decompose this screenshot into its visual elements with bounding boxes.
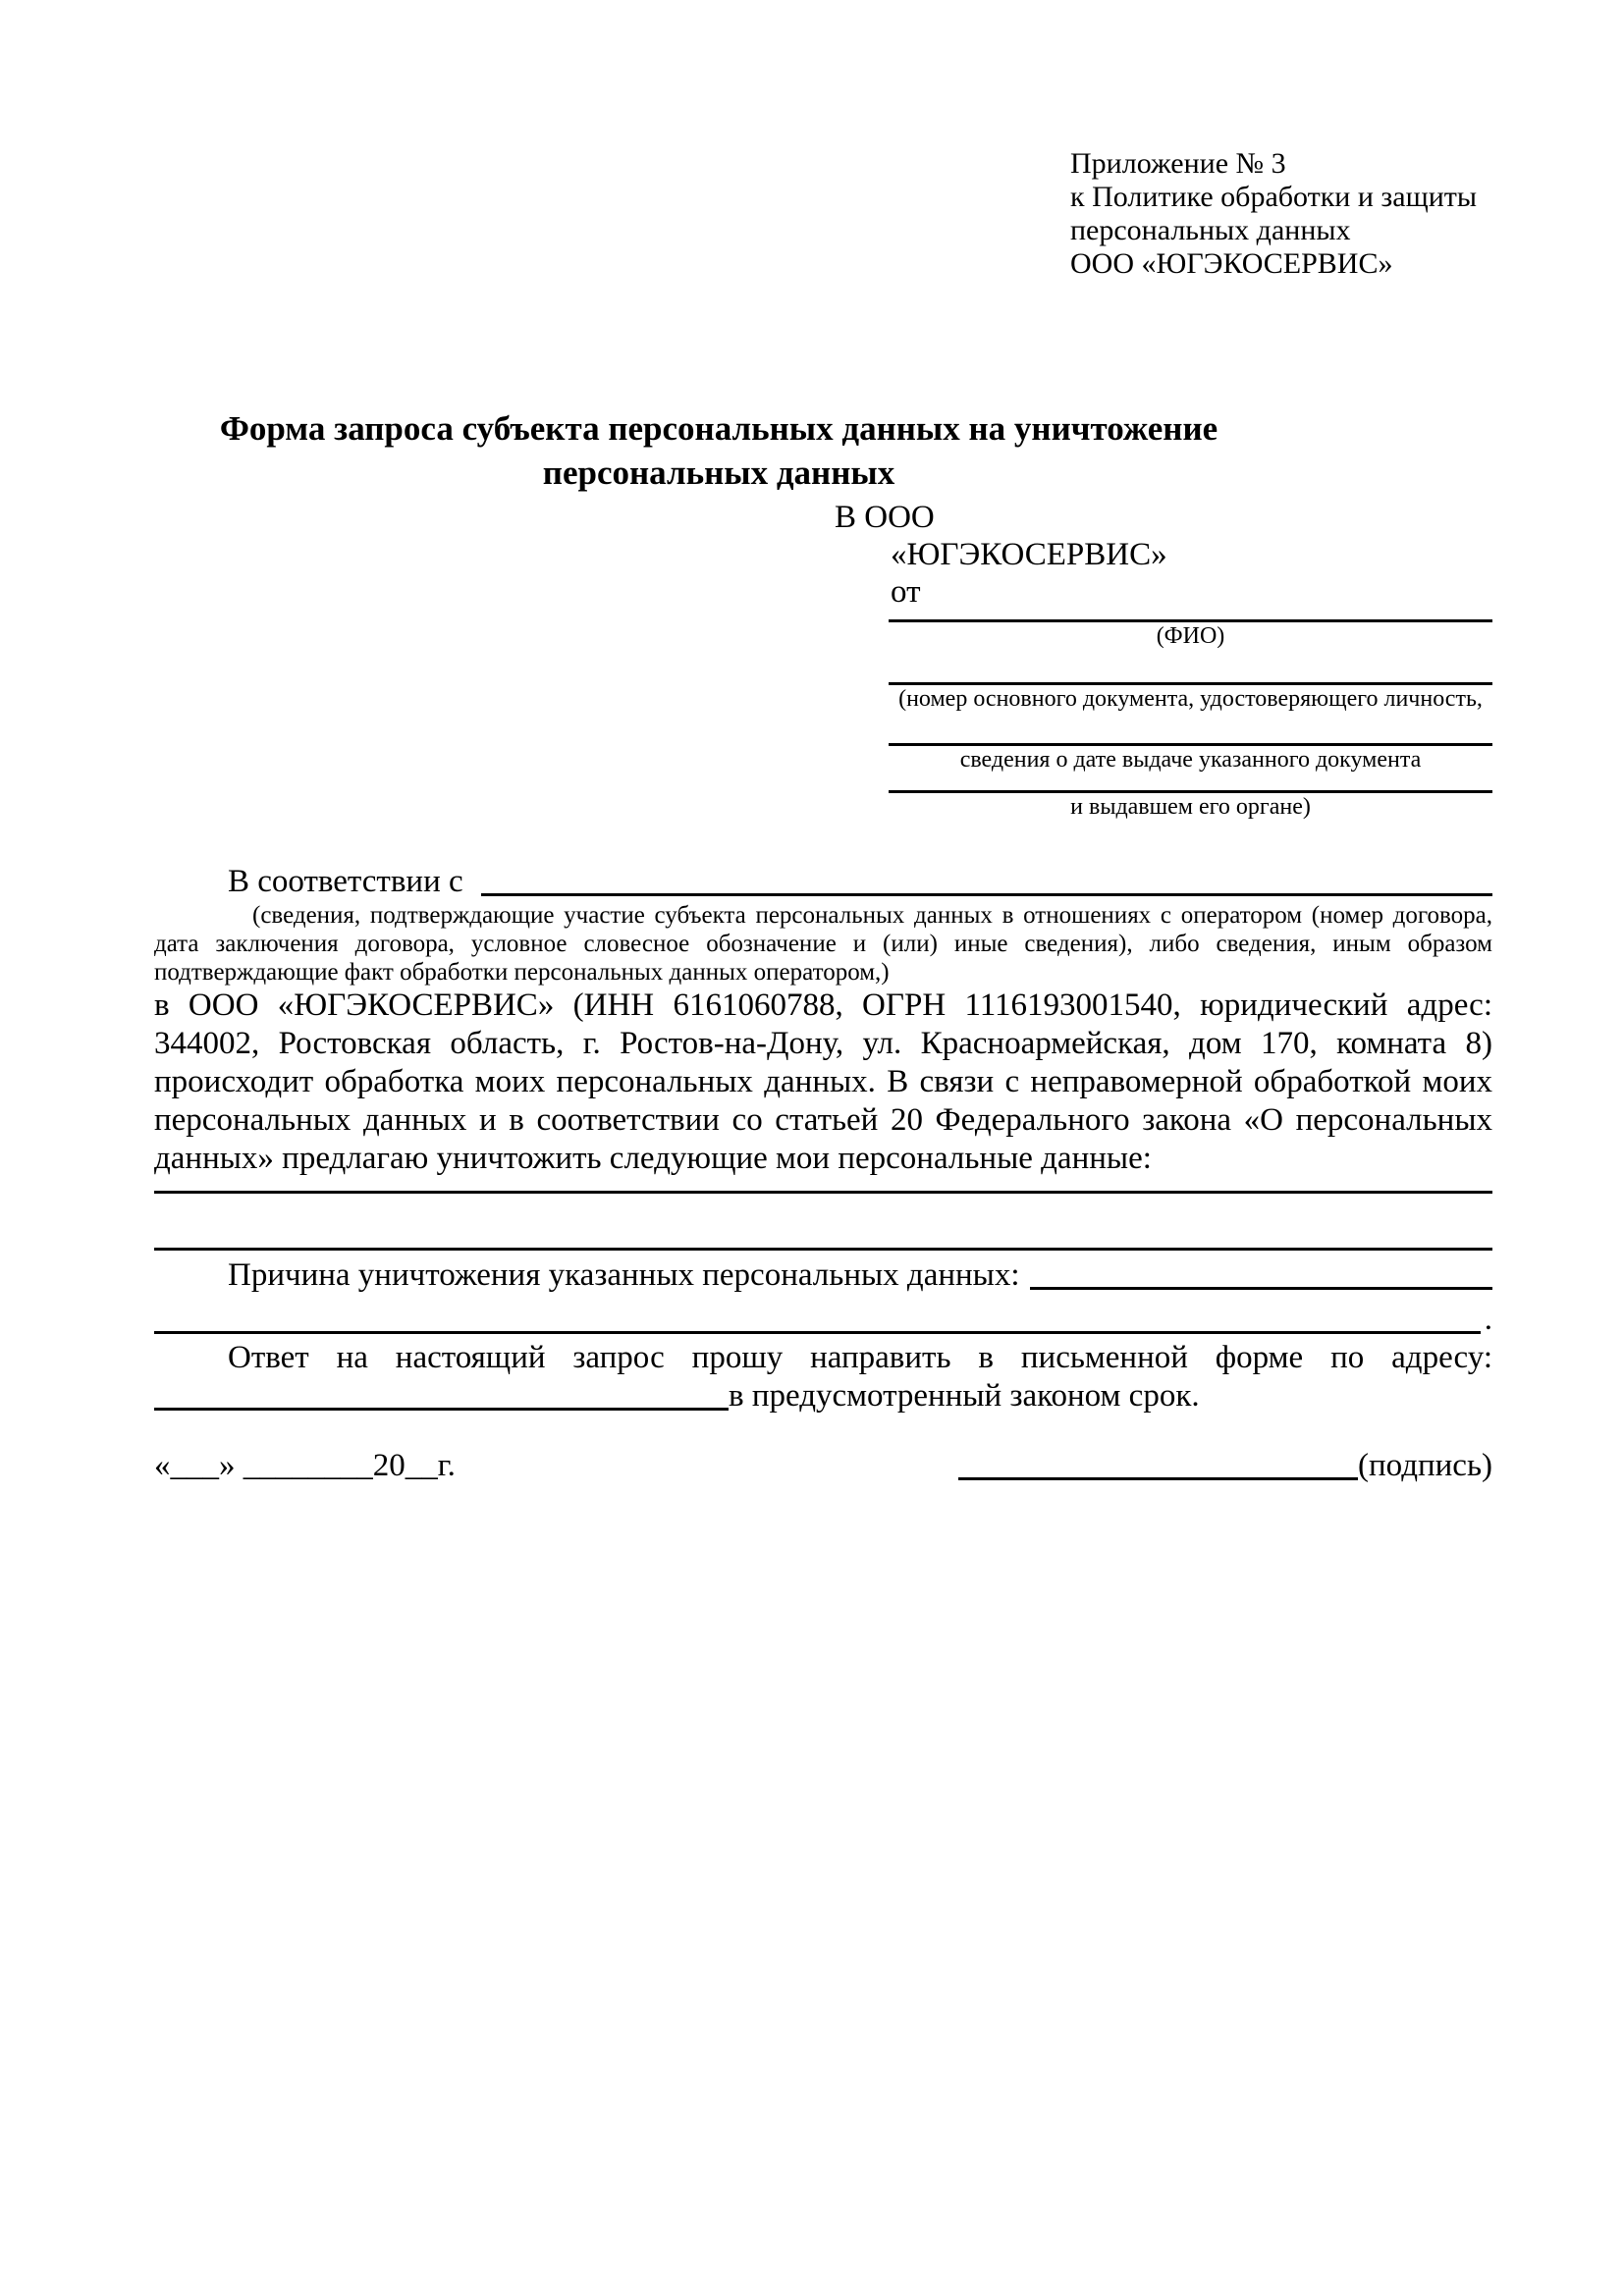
issue-date-field <box>889 734 1492 774</box>
footnote: (сведения, подтверждающие участие субъекта персональных данных в отношениях с оператором (номер договора, дата заключения договора, условное словесное обозначение и (или) иные сведения), либо сведения, иным образом подтверждающие факт обработки персональных данных оператором,) <box>154 902 1492 986</box>
reason-prefix: Причина уничтожения указанных персональных данных: <box>228 1257 1020 1293</box>
document-title-line-1: Форма запроса субъекта персональных данных на уничтожение <box>219 409 1218 448</box>
document-title-line-2: персональных данных <box>542 454 895 492</box>
document-number-blank-line <box>889 673 1492 685</box>
main-paragraph: в ООО «ЮГЭКОСЕРВИС» (ИНН 6161060788, ОГРН 1116193001540, юридический адрес: 344002, Ростовская область, г. Ростов-на-Дону, ул. Красноармейская, дом 170, комната 8) происходит обработка моих персональных данных. В связи с неправомерной обработкой моих персональных данных и в соответствии со статьей 20 Федерального закона «О персональных данных» предлагаю уничтожить следующие мои персональные данные: <box>154 988 1492 1176</box>
document-number-caption: (номер основного документа, удостоверяющего личность, <box>898 686 1483 712</box>
appendix-header-line: персональных данных <box>1070 214 1351 246</box>
issuing-authority-blank-line <box>889 781 1492 793</box>
issue-date-blank-line <box>889 734 1492 746</box>
recipient-org-name: «ЮГЭКОСЕРВИС» <box>891 537 1167 572</box>
recipient-from-label: от <box>891 574 921 610</box>
issuing-authority-caption: и выдавшем его органе) <box>1070 794 1311 820</box>
appendix-header <box>1070 147 1492 281</box>
applicant-fields <box>889 611 1492 821</box>
reason-line <box>154 1256 1492 1295</box>
signature-field <box>958 1447 1492 1485</box>
personal-data-blank-line-1 <box>154 1178 1492 1194</box>
accordance-prefix: В соответствии с <box>228 864 471 899</box>
answer-suffix: в предусмотренный законом срок. <box>729 1378 1200 1414</box>
recipient-org-prefix: В ООО <box>835 500 935 535</box>
signature-blank-line <box>958 1477 1358 1480</box>
answer-paragraph: Ответ на настоящий запрос прошу направить в письменной форме по адресу: <box>228 1340 1492 1375</box>
fio-caption: (ФИО) <box>1156 623 1225 649</box>
issuing-authority-field <box>889 781 1492 821</box>
address-line <box>154 1377 1492 1415</box>
document-title <box>154 406 1283 495</box>
accordance-line <box>154 862 1492 901</box>
appendix-header-line: Приложение № 3 <box>1070 147 1286 180</box>
appendix-header-line: к Политике обработки и защиты <box>1070 181 1478 213</box>
fio-blank-line <box>889 611 1492 622</box>
accordance-blank-line <box>481 893 1492 896</box>
reason-continuation-line <box>154 1301 1492 1339</box>
appendix-header-line: ООО «ЮГЭКОСЕРВИС» <box>1070 247 1393 280</box>
fio-field <box>889 611 1492 650</box>
signature-caption: (подпись) <box>1358 1448 1492 1483</box>
date-field: «___» ________20__г. <box>154 1448 456 1483</box>
document-number-field <box>889 673 1492 713</box>
reason-line-period: . <box>1484 1302 1492 1337</box>
reason-blank-line-2 <box>154 1331 1481 1334</box>
reason-blank-line <box>1030 1287 1492 1290</box>
address-blank-line <box>154 1408 729 1411</box>
personal-data-blank-line-2 <box>154 1194 1492 1251</box>
signature-row <box>154 1447 1492 1485</box>
issue-date-caption: сведения о дате выдаче указанного документа <box>959 747 1422 773</box>
recipient-block <box>154 499 1492 821</box>
